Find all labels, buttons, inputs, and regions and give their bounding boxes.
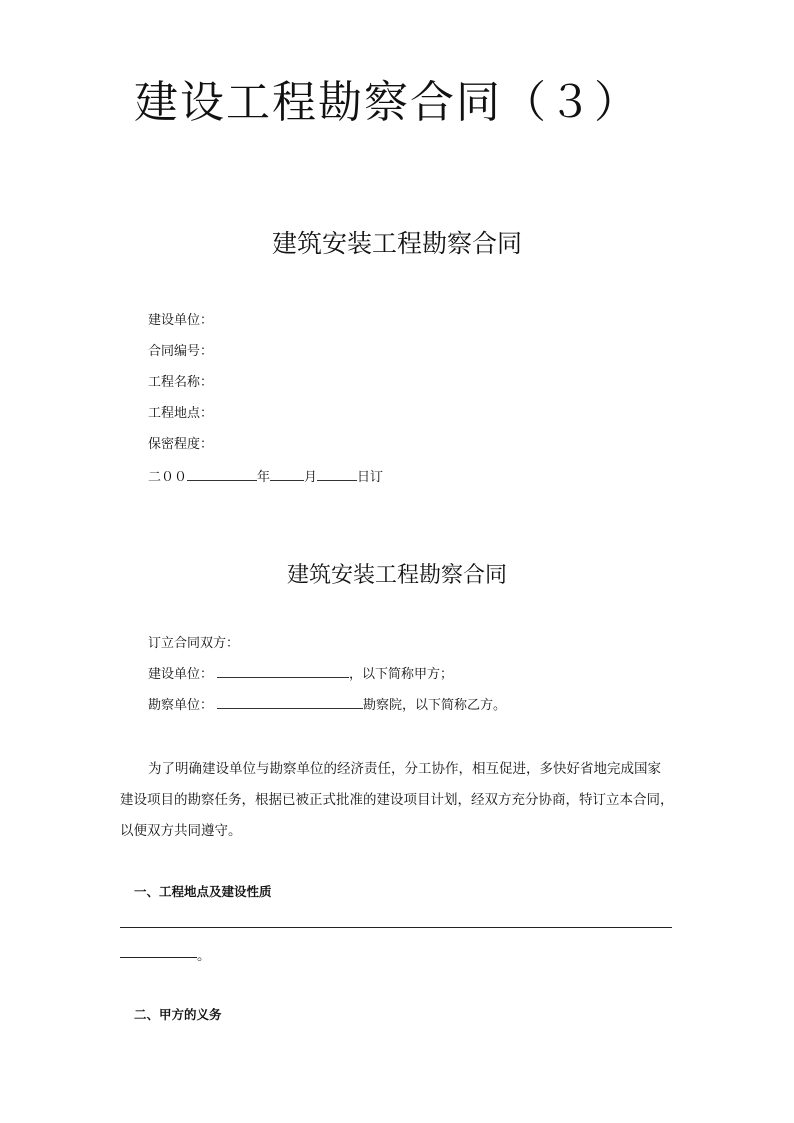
document-title: 建设工程勘察合同（３） xyxy=(134,77,640,128)
year-label: 年 xyxy=(257,470,271,485)
party-a-line xyxy=(148,663,453,682)
month-label: 月 xyxy=(304,470,318,485)
date-line xyxy=(148,466,383,485)
body-heading: 建筑安装工程勘察合同 xyxy=(286,563,507,588)
party-b-line xyxy=(148,694,506,713)
paragraph-line: 为了明确建设单位与勘察单位的经济责任，分工协作，相互促进，多快好省地完成国家 xyxy=(148,761,661,777)
party-b-label: 勘察单位： xyxy=(148,698,214,713)
section-1-blank-line xyxy=(120,927,672,928)
field-project-location: 工程地点： xyxy=(148,406,214,421)
section-1-heading: 一、工程地点及建设性质 xyxy=(134,884,272,899)
year-blank xyxy=(187,468,257,481)
section-2-heading: 二、甲方的义务 xyxy=(134,1007,222,1022)
field-project-name: 工程名称： xyxy=(148,375,214,390)
day-label: 日订 xyxy=(357,470,384,485)
field-construction-unit: 建设单位： xyxy=(148,313,214,328)
section-1-end: 。 xyxy=(197,948,211,964)
month-blank xyxy=(270,468,304,481)
cover-heading: 建筑安装工程勘察合同 xyxy=(271,229,522,258)
date-prefix: 二００ xyxy=(148,470,188,485)
field-confidentiality: 保密程度： xyxy=(148,437,214,452)
party-b-blank xyxy=(217,696,363,709)
section-1-blank-short xyxy=(120,957,197,958)
day-blank xyxy=(317,468,357,481)
paragraph-line: 建设项目的勘察任务，根据已被正式批准的建设项目计划，经双方充分协商，特订立本合同， xyxy=(120,792,674,808)
party-a-suffix: ，以下简称甲方； xyxy=(349,667,454,682)
parties-label: 订立合同双方： xyxy=(148,636,240,651)
paragraph-line: 以便双方共同遵守。 xyxy=(120,823,242,839)
party-b-suffix: 勘察院，以下简称乙方。 xyxy=(363,698,507,713)
field-contract-number: 合同编号： xyxy=(148,344,214,359)
party-a-blank xyxy=(217,665,349,678)
party-a-label: 建设单位： xyxy=(148,667,214,682)
